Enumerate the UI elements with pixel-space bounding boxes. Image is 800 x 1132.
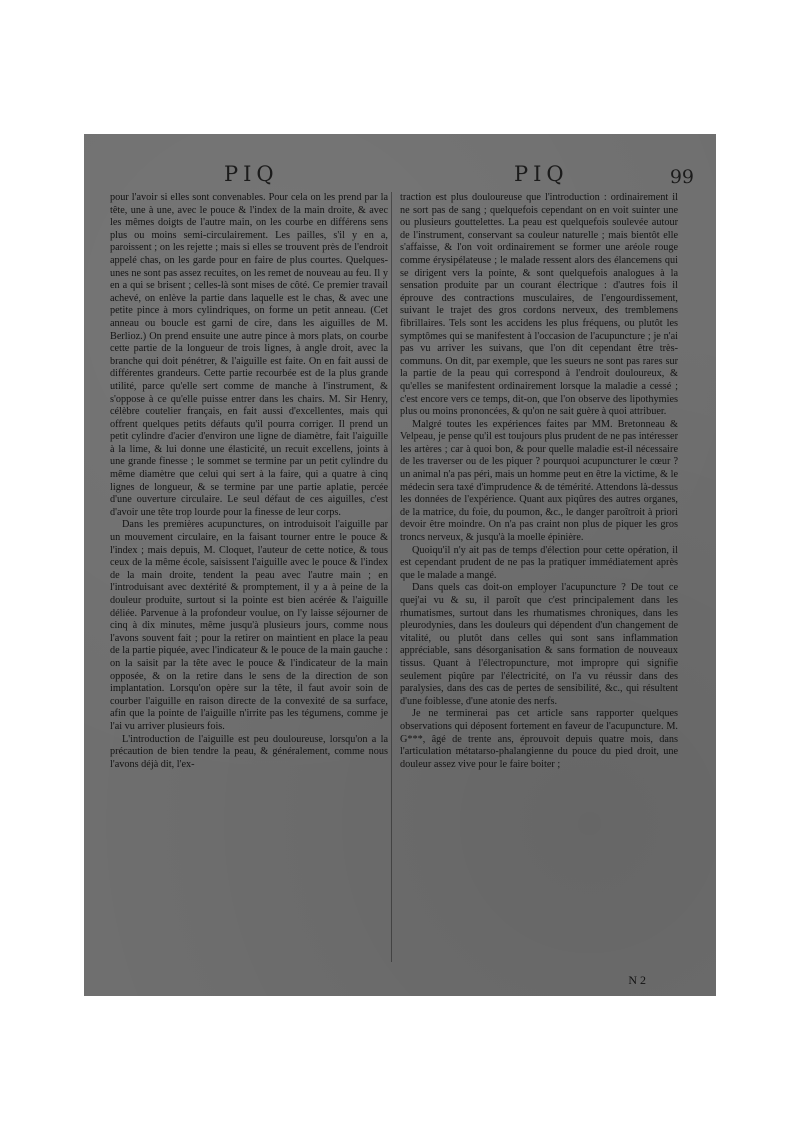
running-head-left: PIQ bbox=[224, 162, 279, 186]
paragraph: Quoiqu'il n'y ait pas de temps d'élection pour cette opération, il est cependant prudent de ne pas la pratiquer immédiatement après que le malade a mangé. bbox=[400, 544, 678, 581]
right-column bbox=[400, 192, 678, 962]
page-number: 99 bbox=[669, 166, 694, 188]
left-column bbox=[110, 192, 388, 962]
running-head-right: PIQ bbox=[514, 162, 569, 186]
paragraph: traction est plus douloureuse que l'introduction : ordinairement il ne sort pas de sang ; quelquefois cependant on en voit suinter une ou plusieurs gouttelettes. La peau est quelquefois soulevée autour de l'instrument, conservant sa couleur naturelle ; mais bientôt elle s'affaisse, & l'on voit ordinairement se former une aréole rouge comme érysipélateuse ; le malade ressent alors des élancemens qui se dirigent vers la pointe, & sont quelquefois analogues à la sensation produite par un courant électrique : d'autres fois il éprouve des contractions musculaires, de l'engourdissement, suivant le trajet des gros cordons nerveux, des tremblemens fibrillaires. Tels sont les accidens les plus fréquens, ou plutôt les symptômes qui se manifestent à l'occasion de l'acupuncture ; je n'ai pas vu arriver les suivans, que l'on dit cependant être très-communs. On dit, par exemple, que les sueurs ne sont pas rares sur la partie de la peau qui correspond à l'endroit douloureux, & qu'elles se manifestent ordinairement lorsque la maladie a cessé ; c'est encore vers ce temps, dit-on, que l'on observe des lipothymies plus ou moins prononcées, & qu'on ne sait guère à quoi attribuer. bbox=[400, 192, 678, 418]
paragraph: Dans les premières acupunctures, on introduisoit l'aiguille par un mouvement circulaire, en la faisant tourner entre le pouce & l'index ; mais depuis, M. Cloquet, l'auteur de cette notice, & tous ceux de la même école, saisissent l'aiguille avec le pouce & l'index de la main droite, tendent la peau avec l'autre main ; en l'introduisant avec dextérité & promptement, il y a à peine de la douleur produite, surtout si la pointe est bien acérée & l'aiguille déliée. Parvenue à la profondeur voulue, on l'y laisse séjourner de cinq à dix minutes, même jusqu'à plusieurs jours, comme nous l'avons souvent fait ; pour la retirer on maintient en place la peau de la partie piquée, avec l'indicateur & le pouce de la main gauche : on la saisit par la tête avec le pouce & l'indicateur de la main opposée, & on la retire dans le sens de la direction de son implantation. Lorsqu'on opère sur la tête, il faut avoir soin de courber l'aiguille en raison directe de la convexité de sa surface, afin que la pointe de l'aiguille n'irrite pas les tégumens, comme je l'ai vu arriver plusieurs fois. bbox=[110, 519, 388, 732]
paragraph: L'introduction de l'aiguille est peu douloureuse, lorsqu'on a la précaution de bien tendre la peau, & généralement, comme nous l'avons déjà dit, l'ex- bbox=[110, 733, 388, 770]
paragraph: Dans quels cas doit-on employer l'acupuncture ? De tout ce quej'ai vu & su, il paroît que c'est principalement dans les rhumatismes, surtout dans les rhumatismes chroniques, dans les pleurodynies, dans les douleurs qui dépendent d'un changement de vitalité, ou plutôt dans celles qui sont sans inflammation appréciable, sans désorganisation & sans formation de nouveaux tissus. Quant à l'électropuncture, mot impropre qui signifie seulement piqûre par l'électricité, on l'a vu réussir dans des paralysies, dans des cas de pertes de sensibilité, &c., qui résultent d'une foiblesse, d'une atonie des nerfs. bbox=[400, 582, 678, 707]
column-divider bbox=[391, 192, 392, 962]
paragraph: pour l'avoir si elles sont convenables. Pour cela on les prend par la tête, une à une, avec le pouce & l'index de la main droite, & avec les mêmes doigts de l'autre main, on les courbe en différens sens plus ou moins semi-circulairement. Les pailles, s'il y en a, paroissent ; on les rejette ; mais si elles se trouvent près de l'endroit appelé chas, on les garde pour en faire de plus courtes. Quelques-unes ne sont pas assez recuites, on les remet de nouveau au feu. Il y en a qui se brisent ; celles-là sont mises de côté. Ce premier travail achevé, on enlève la partie dans laquelle est le chas, & avec une petite pince à mors cylindriques, on forme un petit anneau. (Cet anneau ou boucle est garni de cire, dans les aiguilles de M. Berlioz.) On prend ensuite une autre pince à mors plats, on courbe cette partie de la longueur de trois lignes, à angle droit, avec la branche qui doit pénétrer, & l'aiguille est faite. On en fait aussi de différentes grandeurs. Cette partie recourbée est de la plus grande utilité, parce qu'elle sert comme de manche à l'instrument, & s'oppose à ce qu'elle puisse entrer dans les chairs. M. Sir Henry, célèbre coutelier français, en fait aussi d'excellentes, mais qui offrent quelques petits défauts qu'il pourra corriger. Il prend un petit cylindre d'acier d'environ une ligne de diamètre, fait l'aiguille à la lime, & lui donne une élasticité, un recuit excellens, joints à une grande finesse ; le sommet se termine par un petit cylindre du même diamètre que celui qui sert à la faire, qui a quatre à cinq lignes de longueur, & se termine par une partie aplatie, percée d'une ouverture circulaire. Le seul défaut de ces aiguilles, c'est d'avoir une tête trop lourde pour la finesse de leur corps. bbox=[110, 192, 388, 518]
scanned-page bbox=[84, 134, 716, 996]
running-head bbox=[84, 162, 716, 192]
paragraph: Je ne terminerai pas cet article sans rapporter quelques observations qui déposent fortement en faveur de l'acupuncture. M. G***, âgé de trente ans, éprouvoit depuis quatre mois, dans l'articulation métatarso-phalangienne du pouce du pied droit, une douleur assez vive pour le faire boiter ; bbox=[400, 708, 678, 770]
paragraph: Malgré toutes les expériences faites par MM. Bretonneau & Velpeau, je pense qu'il est toujours plus prudent de ne pas intéresser les artères ; car à quoi bon, & pour quelle maladie est-il nécessaire de les traverser ou de les piquer ? pourquoi acupuncturer le cœur ? un animal n'a pas péri, mais un homme peut en être la victime, & le médecin sera taxé d'imprudence & de témérité. Attendons là-dessus les données de l'expérience. Quant aux piqûres des autres organes, de la matrice, du foie, du poumon, &c., le danger paroîtroit à priori devoir être moindre. On n'a pas craint non plus de piquer les gros troncs nerveux, & jusqu'à la moelle épinière. bbox=[400, 418, 678, 544]
signature-mark: N 2 bbox=[628, 973, 646, 987]
